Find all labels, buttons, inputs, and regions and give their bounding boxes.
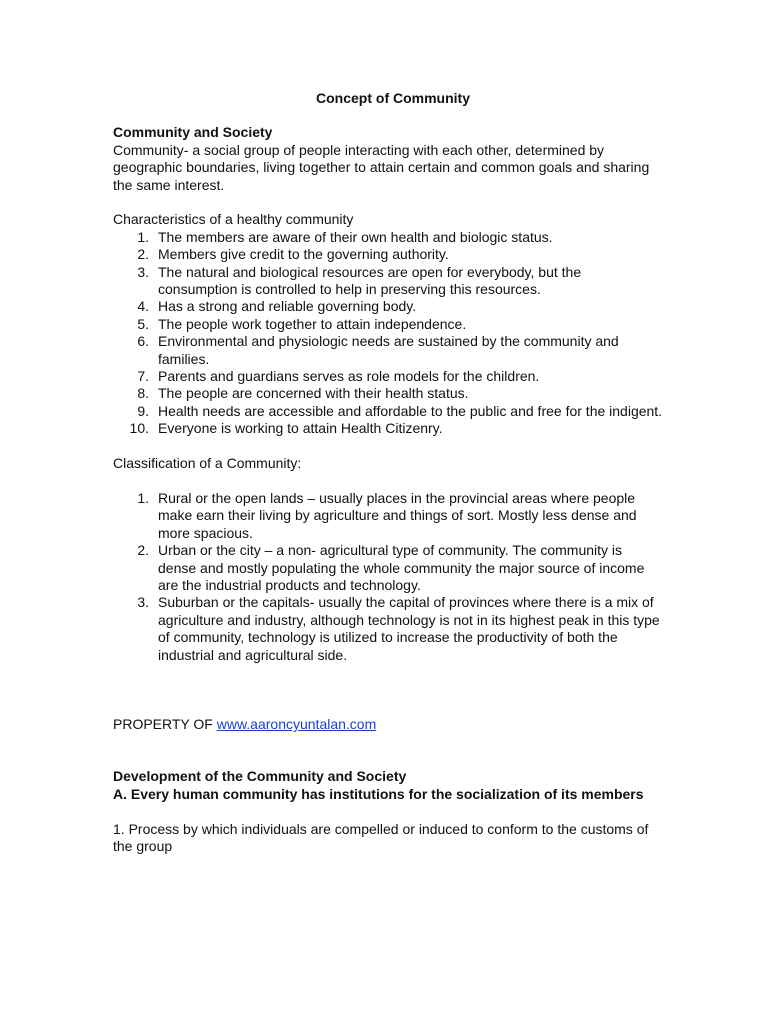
list-item bbox=[113, 246, 663, 263]
community-definition: Community- a social group of people interacting with each other, determined by geographic boundaries, living together to attain certain and common goals and sharing the same interest. bbox=[113, 141, 650, 193]
spacer bbox=[113, 734, 663, 751]
classification-list bbox=[113, 490, 663, 664]
property-prefix: PROPERTY OF bbox=[113, 716, 217, 733]
list-item bbox=[113, 333, 663, 368]
spacer bbox=[113, 751, 663, 768]
list-number: 2. bbox=[137, 246, 149, 263]
list-item bbox=[113, 316, 663, 333]
list-item-text: The natural and biological resources are open for everybody, but the consumption is controlled to help in preserving this resources. bbox=[158, 263, 582, 298]
list-item bbox=[113, 229, 663, 246]
property-link[interactable]: www.aaroncyuntalan.com bbox=[216, 716, 377, 733]
list-number: 2. bbox=[137, 542, 149, 559]
list-item bbox=[113, 298, 663, 315]
list-number: 5. bbox=[137, 315, 149, 332]
list-item-text: Urban or the city – a non- agricultural type of community. The community is dense and mostly populating the whole community the major source of income are the industrial products and technology. bbox=[158, 542, 645, 593]
list-number: 3. bbox=[137, 594, 149, 611]
list-number: 1. bbox=[137, 489, 149, 506]
list-item-text: Environmental and physiologic needs are sustained by the community and families. bbox=[158, 333, 619, 367]
document-page bbox=[113, 90, 663, 855]
section-heading-development: Development of the Community and Society bbox=[113, 768, 407, 785]
spacer bbox=[113, 194, 663, 211]
characteristics-intro: Characteristics of a healthy community bbox=[113, 211, 354, 228]
list-item-text: Members give credit to the governing authority. bbox=[158, 246, 449, 263]
document-title: Concept of Community bbox=[316, 90, 470, 106]
list-number: 9. bbox=[137, 402, 149, 419]
spacer bbox=[113, 664, 663, 681]
list-item-text: Has a strong and reliable governing body. bbox=[158, 298, 417, 315]
list-item-text: The people work together to attain independence. bbox=[158, 315, 467, 332]
characteristics-list bbox=[113, 229, 663, 438]
list-item bbox=[113, 420, 663, 437]
spacer bbox=[113, 438, 663, 455]
spacer bbox=[113, 681, 663, 698]
list-item bbox=[113, 542, 663, 594]
list-item-text: Rural or the open lands – usually places in the provincial areas where people make earn their living by agriculture and things of sort. Mostly less dense and more spacious. bbox=[158, 489, 637, 541]
development-point-1: 1. Process by which individuals are compelled or induced to conform to the customs of the group bbox=[113, 820, 649, 854]
list-item bbox=[113, 403, 663, 420]
list-number: 6. bbox=[137, 333, 149, 350]
classification-intro: Classification of a Community: bbox=[113, 455, 302, 472]
list-number: 7. bbox=[137, 368, 149, 385]
spacer bbox=[113, 803, 663, 820]
list-item-text: Everyone is working to attain Health Citizenry. bbox=[158, 420, 443, 437]
list-item-text: Health needs are accessible and affordable to the public and free for the indigent. bbox=[158, 402, 663, 419]
property-line bbox=[113, 716, 663, 733]
list-number: 4. bbox=[137, 298, 149, 315]
list-number: 8. bbox=[137, 385, 149, 402]
list-item-text: The members are aware of their own health and biologic status. bbox=[158, 228, 553, 245]
list-number: 3. bbox=[137, 263, 149, 280]
spacer bbox=[113, 473, 663, 490]
spacer bbox=[113, 699, 663, 716]
list-item-text: Parents and guardians serves as role models for the children. bbox=[158, 368, 540, 385]
list-item-text: Suburban or the capitals- usually the capital of provinces where there is a mix of agriculture and industry, although technology is not in its highest peak in this type of community, technology is utilized to increase the productivity of both the industrial and agricultural side. bbox=[158, 594, 660, 663]
list-number: 1. bbox=[137, 228, 149, 245]
list-item bbox=[113, 594, 663, 664]
section-heading-community-society: Community and Society bbox=[113, 124, 273, 141]
list-number: 10. bbox=[129, 420, 149, 437]
list-item bbox=[113, 368, 663, 385]
list-item-text: The people are concerned with their health status. bbox=[158, 385, 469, 402]
list-item bbox=[113, 264, 663, 299]
list-item bbox=[113, 490, 663, 542]
section-subheading-institutions: A. Every human community has institutions for the socialization of its members bbox=[113, 785, 644, 802]
list-item bbox=[113, 385, 663, 402]
